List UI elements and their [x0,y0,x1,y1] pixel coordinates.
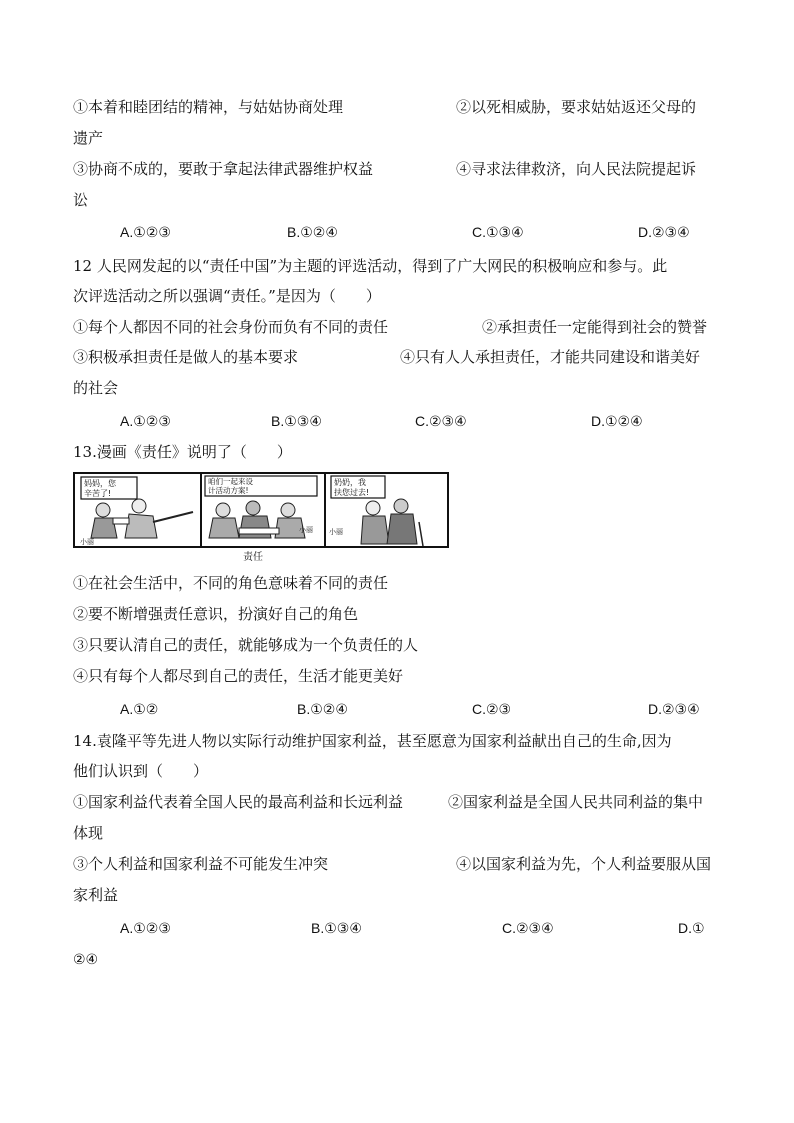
q12-stem-line-1: 12 人民网发起的以“责任中国”为主题的评选活动，得到了广大网民的积极响应和参与。此 [73,257,668,275]
q14-option-d: D.① [678,920,705,936]
svg-text:小丽: 小丽 [80,538,94,546]
q11-statement-4-cont: 讼 [73,191,89,209]
q14-statement-3: ③个人利益和国家利益不可能发生冲突 [73,855,329,873]
q13-option-b: B.①②④ [297,701,348,717]
q14-statement-2: ②国家利益是全国人民共同利益的集中 [448,793,704,811]
q14-statement-4-cont: 家利益 [73,886,119,904]
q12-statement-4: ④只有人人承担责任，才能共同建设和谐美好 [400,348,701,366]
q13-statement-1: ①在社会生活中，不同的角色意味着不同的责任 [73,574,389,592]
q11-option-d: D.②③④ [638,224,690,240]
q13-option-a: A.①② [120,701,159,717]
q13-stem: 13.漫画《责任》说明了（ ） [73,443,292,461]
q14-statement-1: ①国家利益代表着全国人民的最高利益和长远利益 [73,793,404,811]
q12-option-c: C.②③④ [415,413,467,429]
responsibility-comic [73,472,449,562]
svg-text:扶您过去!: 扶您过去! [334,488,370,497]
q13-option-c: C.②③ [472,701,512,717]
q14-option-b: B.①③④ [311,920,362,936]
svg-text:奶奶，我: 奶奶，我 [334,478,366,487]
q14-stem-line-1: 14.袁隆平等先进人物以实际行动维护国家利益，甚至愿意为国家利益献出自己的生命,因为 [73,732,672,750]
q11-statement-2-cont: 遗产 [73,129,104,147]
q12-statement-4-cont: 的社会 [73,379,119,397]
q14-stem-line-2: 他们认识到（ ） [73,762,209,780]
q14-option-d-cont: ②④ [73,951,99,967]
q12-option-d: D.①②④ [591,413,643,429]
svg-text:辛苦了!: 辛苦了! [84,489,112,498]
q14-option-a: A.①②③ [120,920,171,936]
q14-statement-4: ④以国家利益为先，个人利益要服从国 [456,855,712,873]
q12-statement-1: ①每个人都因不同的社会身份而负有不同的责任 [73,318,389,336]
q11-option-b: B.①②④ [287,224,338,240]
q11-option-a: A.①②③ [120,224,171,240]
svg-text:咱们一起来设: 咱们一起来设 [208,477,253,486]
q11-statement-2: ②以死相威胁，要求姑姑返还父母的 [456,98,697,116]
q13-statement-3: ③只要认清自己的责任，就能够成为一个负责任的人 [73,636,419,654]
q11-statement-3: ③协商不成的，要敢于拿起法律武器维护权益 [73,160,374,178]
svg-text:小丽: 小丽 [299,526,313,534]
q13-statement-4: ④只有每个人都尽到自己的责任，生活才能更美好 [73,667,404,685]
svg-text:计活动方案!: 计活动方案! [208,486,249,495]
svg-text:妈妈，您: 妈妈，您 [84,479,116,488]
q12-option-b: B.①③④ [271,413,322,429]
q13-option-d: D.②③④ [648,701,700,717]
q11-option-c: C.①③④ [472,224,524,240]
q12-statement-2: ②承担责任一定能得到社会的赞誉 [482,318,708,336]
q14-statement-2-cont: 体现 [73,824,104,842]
svg-text:小丽: 小丽 [329,528,343,536]
q13-statement-2: ②要不断增强责任意识，扮演好自己的角色 [73,605,359,623]
q12-option-a: A.①②③ [120,413,171,429]
q12-statement-3: ③积极承担责任是做人的基本要求 [73,348,299,366]
q11-statement-4: ④寻求法律救济，向人民法院提起诉 [456,160,697,178]
q14-option-c: C.②③④ [502,920,554,936]
q12-stem-line-2: 次评选活动之所以强调“责任。”是因为（ ） [73,287,381,305]
q11-statement-1: ①本着和睦团结的精神，与姑姑协商处理 [73,98,344,116]
svg-text:责任: 责任 [243,552,263,562]
